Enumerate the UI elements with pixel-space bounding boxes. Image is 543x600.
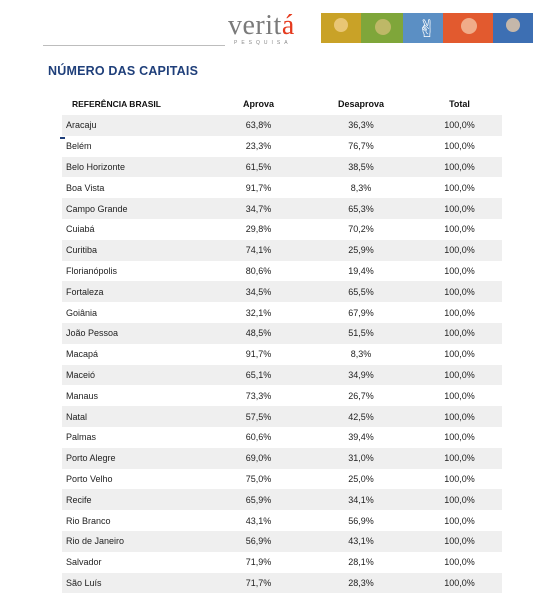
city-cell: Florianópolis <box>66 265 118 276</box>
total-cell: 100,0% <box>444 515 475 526</box>
total-cell: 100,0% <box>444 307 475 318</box>
disapprove-cell: 36,3% <box>348 120 374 131</box>
disapprove-cell: 51,5% <box>348 328 374 339</box>
disapprove-cell: 8,3% <box>350 182 372 193</box>
table-row <box>62 406 502 427</box>
table-row <box>62 448 502 469</box>
total-cell: 100,0% <box>444 224 475 235</box>
total-cell: 100,0% <box>444 369 475 380</box>
table-row <box>62 365 502 386</box>
approve-cell: 80,6% <box>245 265 272 276</box>
city-cell: João Pessoa <box>66 328 119 339</box>
svg-text:✌: ✌ <box>417 15 438 43</box>
total-cell: 100,0% <box>444 141 475 152</box>
table-row <box>62 552 502 573</box>
table-row <box>62 489 502 510</box>
disapprove-cell: 26,7% <box>348 390 374 401</box>
total-cell: 100,0% <box>444 203 475 214</box>
page-title: NÚMERO DAS CAPITAIS <box>48 64 199 78</box>
approve-cell: 71,7% <box>245 577 272 588</box>
city-cell: Belo Horizonte <box>66 161 126 172</box>
disapprove-cell: 70,2% <box>348 224 374 235</box>
approve-cell: 29,8% <box>245 224 272 235</box>
total-cell: 100,0% <box>444 557 475 568</box>
table-row <box>62 219 502 240</box>
city-cell: Belém <box>66 141 92 152</box>
table-row <box>62 157 502 178</box>
approve-cell: 23,3% <box>245 141 272 152</box>
disapprove-cell: 34,9% <box>348 369 374 380</box>
total-cell: 100,0% <box>444 453 475 464</box>
table-row <box>62 177 502 198</box>
approve-cell: 56,9% <box>245 536 272 547</box>
city-cell: Boa Vista <box>66 182 105 193</box>
disapprove-cell: 28,3% <box>348 577 374 588</box>
total-cell: 100,0% <box>444 161 475 172</box>
city-cell: Palmas <box>66 432 97 443</box>
total-cell: 100,0% <box>444 245 475 256</box>
table-row <box>62 115 502 136</box>
disapprove-cell: 34,1% <box>348 494 374 505</box>
results-table <box>62 93 502 593</box>
city-cell: Campo Grande <box>66 203 128 214</box>
approve-cell: 63,8% <box>245 120 272 131</box>
approve-cell: 75,0% <box>245 473 272 484</box>
disapprove-cell: 28,1% <box>348 557 374 568</box>
disapprove-cell: 67,9% <box>348 307 374 318</box>
header-disapprove: Desaprova <box>337 99 385 109</box>
city-cell: Maceió <box>66 369 96 380</box>
city-cell: Porto Velho <box>66 473 113 484</box>
disapprove-cell: 8,3% <box>350 349 372 360</box>
total-cell: 100,0% <box>444 182 475 193</box>
approve-cell: 91,7% <box>245 182 272 193</box>
table-row <box>62 573 502 594</box>
disapprove-cell: 76,7% <box>348 141 374 152</box>
header-approve: Aprova <box>242 99 274 109</box>
disapprove-cell: 25,0% <box>348 473 374 484</box>
city-cell: Recife <box>66 494 92 505</box>
disapprove-cell: 39,4% <box>348 432 374 443</box>
approve-cell: 91,7% <box>245 349 272 360</box>
total-cell: 100,0% <box>444 432 475 443</box>
city-cell: Macapá <box>66 349 99 360</box>
table-row <box>62 344 502 365</box>
disapprove-cell: 38,5% <box>348 161 374 172</box>
disapprove-cell: 31,0% <box>348 453 374 464</box>
disapprove-cell: 42,5% <box>348 411 374 422</box>
header-total: Total <box>449 99 470 109</box>
total-cell: 100,0% <box>444 328 475 339</box>
total-cell: 100,0% <box>444 349 475 360</box>
total-cell: 100,0% <box>444 536 475 547</box>
disapprove-cell: 65,5% <box>348 286 374 297</box>
table-row <box>62 469 502 490</box>
city-cell: Aracaju <box>66 120 97 131</box>
total-cell: 100,0% <box>444 286 475 297</box>
total-cell: 100,0% <box>444 390 475 401</box>
approve-cell: 71,9% <box>245 557 272 568</box>
approve-cell: 74,1% <box>245 245 272 256</box>
disapprove-cell: 19,4% <box>348 265 374 276</box>
disapprove-cell: 43,1% <box>348 536 374 547</box>
total-cell: 100,0% <box>444 473 475 484</box>
table-row <box>62 281 502 302</box>
approve-cell: 60,6% <box>245 432 272 443</box>
table-row <box>62 261 502 282</box>
approve-cell: 73,3% <box>245 390 272 401</box>
logo-subtext: PESQUISA <box>234 40 292 46</box>
approve-cell: 57,5% <box>245 411 272 422</box>
table-header <box>62 93 502 115</box>
city-cell: Natal <box>66 411 88 422</box>
total-cell: 100,0% <box>444 494 475 505</box>
table-row <box>62 531 502 552</box>
city-cell: Manaus <box>66 390 99 401</box>
disapprove-cell: 56,9% <box>348 515 374 526</box>
table-row <box>62 323 502 344</box>
approve-cell: 43,1% <box>245 515 272 526</box>
page-header <box>0 0 543 56</box>
total-cell: 100,0% <box>444 120 475 131</box>
approve-cell: 48,5% <box>245 328 272 339</box>
disapprove-cell: 65,3% <box>348 203 374 214</box>
table-row <box>62 510 502 531</box>
header-divider <box>43 45 225 46</box>
table-body <box>62 115 502 593</box>
approve-cell: 61,5% <box>245 161 272 172</box>
approve-cell: 34,7% <box>245 203 272 214</box>
city-cell: São Luís <box>66 577 102 588</box>
disapprove-cell: 25,9% <box>348 245 374 256</box>
city-cell: Goiânia <box>66 307 98 318</box>
total-cell: 100,0% <box>444 265 475 276</box>
table-row <box>62 385 502 406</box>
total-cell: 100,0% <box>444 411 475 422</box>
total-cell: 100,0% <box>444 577 475 588</box>
photo-banner <box>321 13 533 43</box>
city-cell: Salvador <box>66 557 102 568</box>
header-reference: REFERÊNCIA BRASIL <box>72 99 161 109</box>
table-row <box>62 198 502 219</box>
city-cell: Rio de Janeiro <box>66 536 125 547</box>
city-cell: Porto Alegre <box>66 453 116 464</box>
approve-cell: 65,1% <box>245 369 272 380</box>
approve-cell: 69,0% <box>245 453 272 464</box>
table-row <box>62 302 502 323</box>
approve-cell: 65,9% <box>245 494 272 505</box>
city-cell: Rio Branco <box>66 515 111 526</box>
city-cell: Curitiba <box>66 245 98 256</box>
city-cell: Fortaleza <box>66 286 104 297</box>
verita-logo <box>228 8 300 48</box>
city-cell: Cuiabá <box>66 224 95 235</box>
approve-cell: 34,5% <box>245 286 272 297</box>
table-row <box>62 240 502 261</box>
approve-cell: 32,1% <box>245 307 272 318</box>
table-row <box>62 427 502 448</box>
logo-wordmark: veritá <box>228 10 295 41</box>
table-row <box>62 136 502 157</box>
